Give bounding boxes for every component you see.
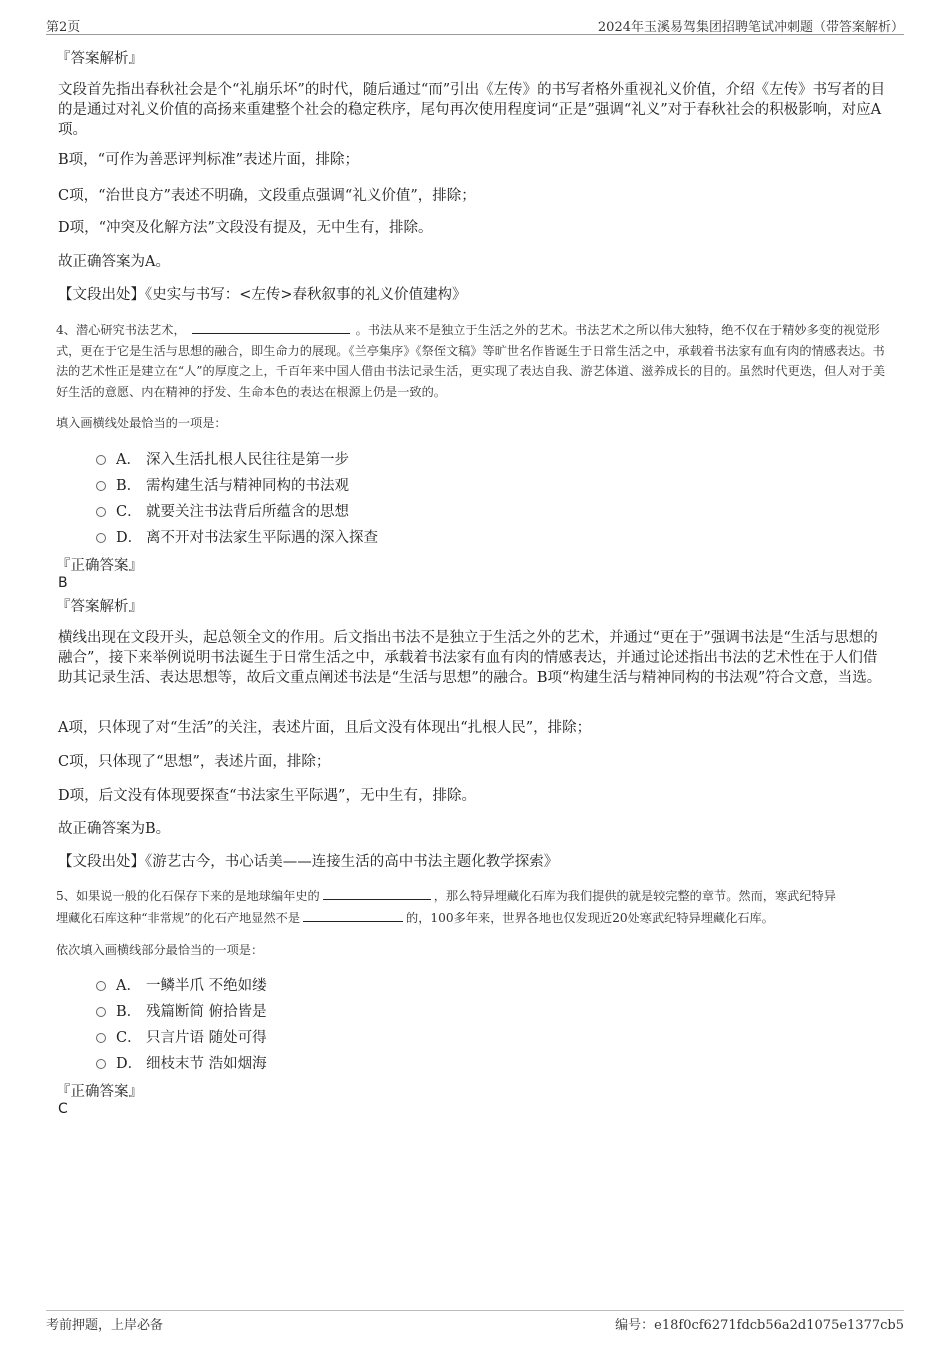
q5-answer: C (58, 1101, 68, 1117)
option-letter: B． (116, 478, 142, 494)
radio-icon[interactable] (96, 1007, 106, 1017)
q3-analysis-option-c: C项，“治世良方”表述不明确，文段重点强调“礼义价值”，排除； (58, 188, 476, 204)
q5-option-a[interactable] (96, 976, 267, 996)
option-text: 细枝末节 浩如烟海 (146, 1056, 267, 1072)
q4-stem-rest: 。书法从来不是独立于生活之外的艺术。书法艺术之所以伟大独特，绝不仅在于精妙多变的视觉形式，更在于它是生活与思想的融合，即生命力的展现。《兰亭集序》《祭侄文稿》等旷世名作皆诞生于日常生活之中，承载着书法家有血有肉的情感表达。书法的艺术性正是建立在“人”的厚度之上，千百年来中国人借由书法记录生活，更实现了表达自我、游艺体道、滋养成长的目的。虽然时代更迭，但人对于美好生活的意愿、内在精神的抒发、生命本色的表达在根源上仍是一致的。 (56, 323, 886, 399)
q4-conclusion: 故正确答案为B。 (58, 821, 171, 837)
radio-icon[interactable] (96, 1059, 106, 1069)
page-footer (46, 1310, 904, 1335)
q4-analysis-option-a: A项，只体现了对“生活”的关注，表述片面，且后文没有体现出“扎根人民”，排除； (58, 720, 592, 736)
q4-blank (192, 319, 350, 334)
q4-stem-prefix: 4、潜心研究书法艺术， (56, 323, 186, 337)
document-title: 2024年玉溪易驾集团招聘笔试冲刺题（带答案解析） (597, 20, 904, 35)
radio-icon[interactable] (96, 1033, 106, 1043)
q4-analysis-label: 『答案解析』 (56, 599, 143, 615)
q3-analysis-main: 文段首先指出春秋社会是个“礼崩乐坏”的时代，随后通过“而”引出《左传》的书写者格外重视礼义价值，介绍《左传》书写者的目的是通过对礼义价值的高扬来重建整个社会的稳定秩序，尾句再次使用程度词“正是”强调“礼义”对于春秋社会的积极影响，对应A项。 (58, 82, 886, 138)
q4-analysis-option-c: C项，只体现了“思想”，表述片面，排除； (58, 754, 331, 770)
q5-option-c[interactable] (96, 1028, 267, 1048)
q3-analysis-option-b: B项，“可作为善恶评判标准”表述片面，排除； (58, 152, 359, 168)
radio-icon[interactable] (96, 981, 106, 991)
radio-icon[interactable] (96, 455, 106, 465)
q5-stem (56, 885, 896, 928)
radio-icon[interactable] (96, 533, 106, 543)
q5-stem-part1: 5、如果说一般的化石保存下来的是地球编年史的 (56, 889, 320, 903)
q4-analysis-option-d: D项，后文没有体现要探查“书法家生平际遇”，无中生有，排除。 (58, 788, 476, 804)
option-letter: B． (116, 1004, 142, 1020)
q3-conclusion: 故正确答案为A。 (58, 254, 170, 270)
option-letter: D． (116, 530, 143, 546)
page-header (46, 14, 904, 35)
option-text: 就要关注书法背后所蕴含的思想 (146, 504, 349, 520)
q5-option-b[interactable] (96, 1002, 267, 1022)
page-number: 第2页 (46, 20, 81, 35)
q5-stem-part4: 的，100多年来，世界各地也仅发现近20处寒武纪特异埋藏化石库。 (406, 910, 774, 925)
option-letter: C． (116, 1030, 142, 1046)
q5-prompt: 依次填入画横线部分最恰当的一项是： (56, 943, 264, 957)
q4-option-b[interactable] (96, 476, 349, 496)
q3-analysis-option-d: D项，“冲突及化解方法”文段没有提及，无中生有，排除。 (58, 220, 433, 236)
q4-option-a[interactable] (96, 450, 349, 470)
q4-option-c[interactable] (96, 502, 349, 522)
q5-stem-line1 (56, 885, 896, 907)
q4-source: 【文段出处】《游艺古今，书心话美——连接生活的高中书法主题化教学探索》 (58, 854, 559, 870)
q4-analysis-main: 横线出现在文段开头，起总领全文的作用。后文指出书法不是独立于生活之外的艺术，并通过“更在于”强调书法是“生活与思想的融合”，接下来举例说明书法诞生于日常生活之中，承载着书法家有血有肉的情感表达，并通过论述指出书法的艺术性在于人们借助其记录生活、表达思想等，故后文重点阐述书法是“生活与思想”的融合。B项“构建生活与精神同构的书法观”符合文意，当选。 (58, 630, 882, 686)
q5-blank-2 (303, 907, 403, 922)
q5-stem-part3: 埋藏化石库这种“非常规”的化石产地显然不是 (56, 910, 301, 925)
option-letter: A． (116, 452, 141, 468)
radio-icon[interactable] (96, 507, 106, 517)
document-serial: 编号：e18f0cf6271fdcb56a2d1075e1377cb5 (615, 1318, 904, 1333)
radio-icon[interactable] (96, 481, 106, 491)
q5-answer-label: 『正确答案』 (56, 1084, 143, 1100)
q3-analysis-label: 『答案解析』 (56, 51, 143, 67)
q4-answer: B (58, 575, 68, 591)
option-letter: D． (116, 1056, 143, 1072)
q4-stem (56, 319, 896, 402)
option-text: 残篇断简 俯拾皆是 (146, 1004, 267, 1020)
option-text: 需构建生活与精神同构的书法观 (146, 478, 349, 494)
option-letter: A． (116, 978, 141, 994)
option-text: 深入生活扎根人民往往是第一步 (146, 452, 349, 468)
q5-stem-part2: ，那么特异埋藏化石库为我们提供的就是较完整的章节。然而，寒武纪特异 (433, 889, 836, 903)
q4-prompt: 填入画横线处最恰当的一项是： (56, 416, 227, 430)
q3-source: 【文段出处】《史实与书写：<左传>春秋叙事的礼义价值建构》 (58, 287, 467, 303)
option-text: 一鳞半爪 不绝如缕 (146, 978, 267, 994)
q5-option-d[interactable] (96, 1054, 267, 1074)
q4-option-d[interactable] (96, 528, 378, 548)
option-letter: C． (116, 504, 142, 520)
footer-slogan: 考前押题，上岸必备 (46, 1318, 164, 1333)
q4-answer-label: 『正确答案』 (56, 558, 143, 574)
option-text: 离不开对书法家生平际遇的深入探查 (146, 530, 378, 546)
q5-blank-1 (323, 885, 431, 900)
option-text: 只言片语 随处可得 (146, 1030, 267, 1046)
q5-stem-line2 (56, 907, 896, 929)
